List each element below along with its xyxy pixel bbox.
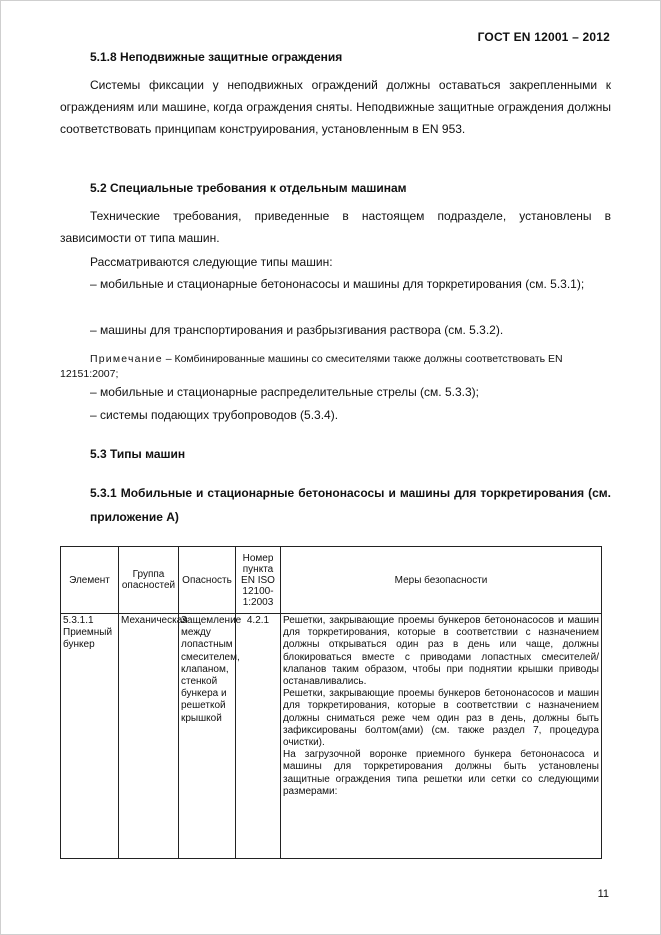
paragraph-5-1-8: Системы фиксации у неподвижных ограждений должны оставаться закрепленными к ограждениям или машине, когда ограждения сняты. Неподвижные защитные ограждения должны соответствовать принципам конструирования, установленным в EN 953. [60, 78, 611, 136]
heading-5-3-1: 5.3.1 Мобильные и стационарные бетононасосы и машины для торкретирования (см. приложение А) [90, 486, 611, 524]
hazards-table [60, 546, 602, 859]
heading-5-3: 5.3 Типы машин [90, 447, 186, 461]
list-item-pipelines: – системы подающих трубопроводов (5.3.4). [90, 408, 339, 422]
col-header-clause: Номер пункта EN ISO 12100-1:2003 [236, 547, 281, 614]
col-header-element: Элемент [61, 547, 119, 614]
measures-paragraph-3: На загрузочной воронке приемного бункера бетононасоса и машины для торкретирования должны быть установлены защитные ограждения типа решетки или сетки со следующими размерами: [283, 749, 599, 797]
cell-element: 5.3.1.1 Приемный бункер [61, 614, 119, 859]
page-number: 11 [597, 888, 609, 900]
note-label: Примечание [90, 353, 163, 365]
list-item-pumps: – мобильные и стационарные бетононасосы и машины для торкретирования (см. 5.3.1); [90, 277, 585, 291]
measures-paragraph-2: Решетки, закрывающие проемы бункеров бетононасосов и машин для торкретирования, которые в соответствии с назначением должны сниматься реже чем один раз в день, должны быть зафиксированы болтом(ами) (см. также раздел 7, процедура очистки). [283, 688, 599, 749]
note [60, 352, 611, 382]
col-header-group: Группа опасностей [119, 547, 179, 614]
cell-measures [281, 614, 602, 859]
col-header-measures: Меры безопасности [281, 547, 602, 614]
measures-paragraph-1: Решетки, закрывающие проемы бункеров бетононасосов и машин для торкретирования, которые в соответствии с назначением должны открываться один раз в день или чаще, должны блокироваться вместе с приводами лопастных смесителей/клапанов таким образом, чтобы при поднятии крышки приводы останавливались. [283, 615, 599, 688]
col-header-hazard: Опасность [179, 547, 236, 614]
table-row [61, 614, 602, 859]
document-id-header: ГОСТ EN 12001 – 2012 [477, 30, 610, 44]
paragraph-5-2-intro: Технические требования, приведенные в настоящем подразделе, установлены в зависимости от типа машин. [60, 209, 611, 245]
paragraph-5-2-types: Рассматриваются следующие типы машин: [90, 255, 333, 269]
cell-hazard: Защемление между лопастным смесителем, клапаном, стенкой бункера и решеткой крышкой [179, 614, 236, 859]
cell-group: Механическая [119, 614, 179, 859]
note-text: – Комбинированные машины со смесителями также должны соответствовать EN 12151:2007; [60, 353, 563, 380]
heading-5-1-8: 5.1.8 Неподвижные защитные ограждения [90, 50, 343, 64]
heading-5-2: 5.2 Специальные требования к отдельным машинам [90, 181, 407, 195]
table-header-row [61, 547, 602, 614]
cell-clause: 4.2.1 [236, 614, 281, 859]
list-item-booms: – мобильные и стационарные распределительные стрелы (см. 5.3.3); [90, 385, 479, 399]
list-item-mortar: – машины для транспортирования и разбрызгивания раствора (см. 5.3.2). [90, 323, 504, 337]
